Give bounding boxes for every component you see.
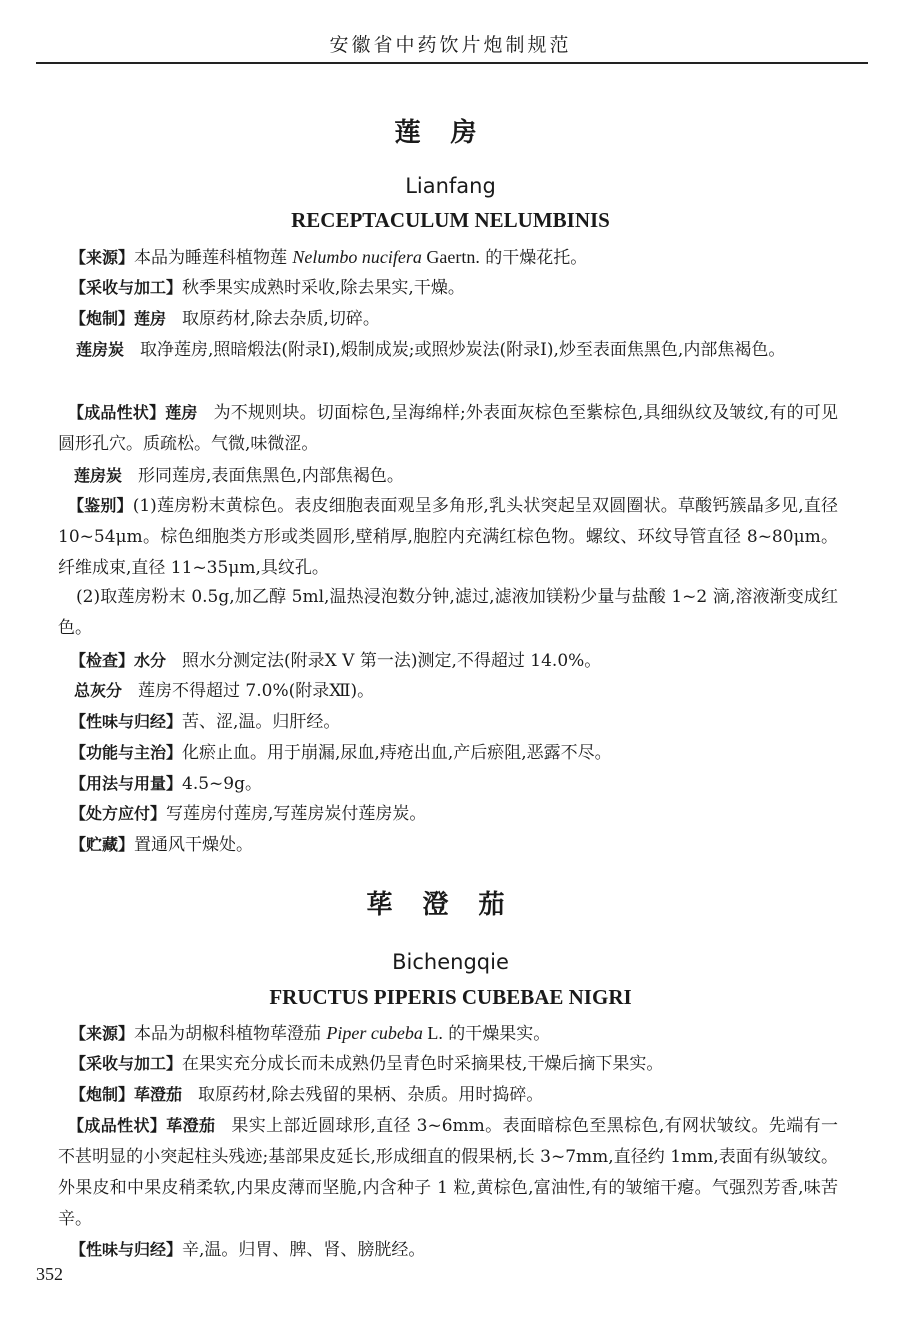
prescription-label: 【处方应付】 [70,804,167,823]
nature-label: 【性味与归经】 [70,712,183,731]
entry1-function: 【功能与主治】化瘀止血。用于崩漏,尿血,痔疮出血,产后瘀阻,恶露不尽。 [70,743,612,763]
inspection-label: 【检查】 [70,651,135,670]
entry1-title-cn: 莲房 [394,118,507,148]
processing-sub-lianfang: 莲房 [134,309,167,328]
harvest-label: 【采收与加工】 [70,1054,183,1073]
characters-sub-charcoal: 莲房炭 [74,466,123,485]
source-label: 【来源】 [70,1024,135,1043]
characters-label: 【成品性状】 [68,1116,167,1135]
dosage-label: 【用法与用量】 [70,774,183,793]
processing-sub-bichengqie: 荜澄茄 [134,1085,183,1104]
entry1-harvest: 【采收与加工】秋季果实成熟时采收,除去果实,干燥。 [70,278,465,298]
characters-sub-bichengqie: 荜澄茄 [166,1116,216,1135]
harvest-label: 【采收与加工】 [70,278,183,297]
entry1-latin-name: RECEPTACULUM NELUMBINIS [291,208,610,232]
species-name: Nelumbo nucifera [292,247,422,267]
inspection-sub-ash: 总灰分 [74,681,123,700]
entry1-inspection: 【检查】水分 照水分测定法(附录Ⅹ V 第一法)测定,不得超过 14.0%。 [70,651,602,671]
running-header: 安徽省中药饮片炮制规范 [329,34,572,56]
page-number: 352 [36,1264,63,1284]
header-rule [36,62,868,64]
processing-sub-charcoal: 莲房炭 [76,340,125,359]
inspection-sub-moisture: 水分 [134,651,167,670]
entry2-title-cn: 荜澄茄 [366,890,535,920]
identification-label: 【鉴别】 [68,496,133,515]
entry1-pinyin: Lianfang [405,174,496,198]
storage-label: 【贮藏】 [70,835,135,854]
entry1-prescription: 【处方应付】写莲房付莲房,写莲房炭付莲房炭。 [70,804,427,824]
entry1-storage: 【贮藏】置通风干燥处。 [70,835,254,855]
entry1-dosage: 【用法与用量】4.5~9g。 [70,774,262,794]
entry1-identification-1: 【鉴别】(1)莲房粉末黄棕色。表皮细胞表面观呈多角形,乳头状突起呈双圆圈状。草酸钙簇晶多见,直径 10~54μm。棕色细胞类方形或类圆形,壁稍厚,胞腔内充满红棕色物。螺纹、环纹导管直径 8~80μm。纤维成束,直径 11~35μm,具纹孔。 [58,496,838,578]
species-name: Piper cubeba [326,1023,423,1043]
entry2-processing: 【炮制】荜澄茄 取原药材,除去残留的果柄、杂质。用时捣碎。 [70,1085,544,1105]
entry1-identification-2: (2)取莲房粉末 0.5g,加乙醇 5ml,温热浸泡数分钟,滤过,滤液加镁粉少量与盐酸 1~2 滴,溶液渐变成红色。 [58,587,838,638]
characters-sub-lianfang: 莲房 [165,403,198,422]
entry1-processing: 【炮制】莲房 取原药材,除去杂质,切碎。 [70,309,380,329]
entry1-characters: 【成品性状】莲房 为不规则块。切面棕色,呈海绵样;外表面灰棕色至紫棕色,具细纵纹及皱纹,有的可见圆形孔穴。质疏松。气微,味微涩。 [58,403,838,454]
entry2-nature: 【性味与归经】辛,温。归胃、脾、肾、膀胱经。 [70,1240,426,1260]
entry2-pinyin: Bichengqie [392,950,509,974]
entry1-nature: 【性味与归经】苦、涩,温。归肝经。 [70,712,341,732]
entry2-latin-name: FRUCTUS PIPERIS CUBEBAE NIGRI [269,985,632,1009]
characters-label: 【成品性状】 [68,403,166,422]
entry2-source: 【来源】本品为胡椒科植物荜澄茄 Piper cubeba L. 的干燥果实。 [70,1023,551,1044]
nature-label: 【性味与归经】 [70,1240,183,1259]
entry2-characters: 【成品性状】荜澄茄 果实上部近圆球形,直径 3~6mm。表面暗棕色至黑棕色,有网状皱纹。先端有一不甚明显的小突起柱头残迹;基部果皮延长,形成细直的假果柄,长 3~7mm,直径约 1mm,表面有纵皱纹。外果皮和中果皮稍柔软,内果皮薄而坚脆,内含种子 1 粒,黄棕色,富油性,有的皱缩干瘪。气强烈芳香,味苦辛。 [58,1116,838,1229]
processing-label: 【炮制】 [70,1085,135,1104]
entry1-characters-charcoal: 莲房炭 形同莲房,表面焦黑色,内部焦褐色。 [74,466,404,486]
entry2-harvest: 【采收与加工】在果实充分成长而未成熟仍呈青色时采摘果枝,干燥后摘下果实。 [70,1054,664,1074]
function-label: 【功能与主治】 [70,743,183,762]
entry1-inspection-ash: 总灰分 莲房不得超过 7.0%(附录Ⅻ)。 [74,681,375,701]
entry1-source: 【来源】本品为睡莲科植物莲 Nelumbo nucifera Gaertn. 的干燥花托。 [70,247,588,268]
source-label: 【来源】 [70,248,135,267]
entry1-processing-charcoal: 莲房炭 取净莲房,照暗煅法(附录Ⅰ),煅制成炭;或照炒炭法(附录Ⅰ),炒至表面焦黑色,内部焦褐色。 [76,340,786,360]
processing-label: 【炮制】 [70,309,135,328]
